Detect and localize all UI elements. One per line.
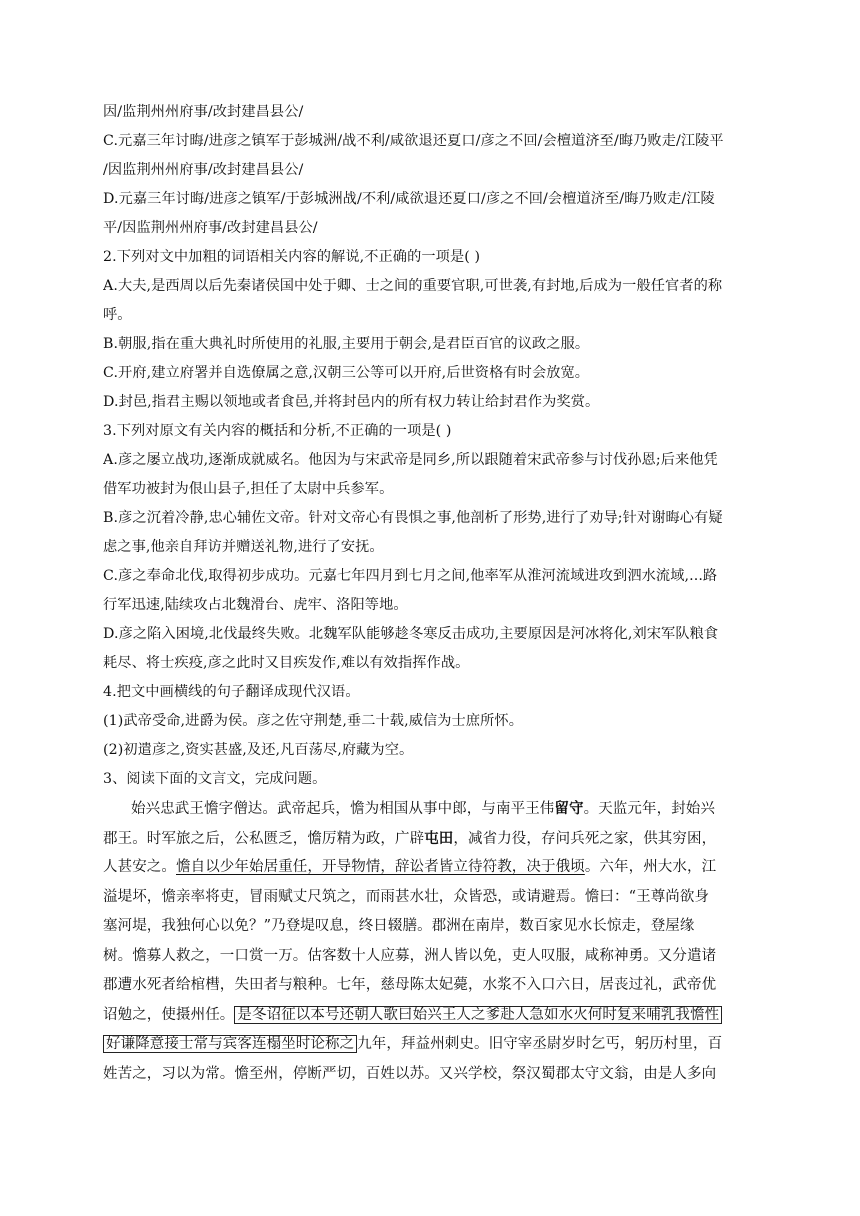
question-3: 3.下列对原文有关内容的概括和分析,不正确的一项是( ) (103, 423, 452, 439)
question-4: 4.把文中画横线的句子翻译成现代汉语。 (103, 684, 360, 700)
document-body (103, 98, 758, 1089)
boxed-sentence: 好谦降意接士常与宾客连榻坐时论称之 (103, 1035, 357, 1053)
option-c-line: C.彦之奉命北伐,取得初步成功。元嘉七年四月到七月之间,他率军从淮河流域进攻到泗水流域,...路 (103, 568, 718, 584)
translation-item-1: (1)武帝受命,进爵为侯。彦之佐守荆楚,垂二十载,威信为士庶所怀。 (103, 713, 523, 729)
passage-line: 树。憺募人救之，一口赏一万。估客数十人应募，洲人皆以免，吏人叹服，咸称神勇。又分遣诸 (103, 947, 717, 964)
option-c-line: C.开府,建立府署并自选僚属之意,汉朝三公等可以开府,后世资格有时会放宽。 (103, 365, 590, 381)
translation-item-2: (2)初遣彦之,资实甚盛,及还,凡百荡尽,府藏为空。 (103, 742, 414, 758)
passage-line: 姓苦之，习以为常。憺至州，停断严切，百姓以苏。又兴学校，祭汉蜀郡太守文翁，由是人多向 (103, 1065, 717, 1082)
passage-text: 。六年，州大水，江 (584, 859, 717, 875)
passage-line: 溢堤坏，憺亲率将吏，冒雨赋丈尺筑之，而雨甚水壮，众皆恐，或请避焉。憺曰：“王尊尚欲身 (103, 888, 710, 905)
underlined-sentence: 憺自以少年始居重任，开导物情，辞讼者皆立待符教，决于俄顷 (176, 859, 585, 875)
option-d-line: D.彦之陷入困境,北伐最终失败。北魏军队能够趁冬寒反击成功,主要原因是河冰将化,刘宋军队粮食 (103, 626, 719, 642)
text-line: 平/因监荆州州府事/改封建昌县公/ (103, 220, 318, 236)
text-line: 耗尽、将士疾疫,彦之此时又目疾发作,难以有效指挥作战。 (103, 655, 470, 671)
passage-text: 郡王。时军旅之后，公私匮乏，憺厉精为政，广辟 (103, 830, 425, 847)
passage-text: 诏勉之，使摄州任。 (103, 1006, 235, 1023)
text-line: 借军功被封为佷山县子,担任了太尉中兵参军。 (103, 481, 394, 497)
text-line: /因监荆州州府事/改封建昌县公/ (103, 162, 304, 178)
classical-passage (103, 794, 758, 1089)
passage-line (103, 1030, 758, 1060)
passage-line (103, 824, 758, 854)
passage-text: 九年，拜益州刺史。旧守宰丞尉岁时乞丐，躬历村里，百 (357, 1036, 723, 1052)
passage-text: 。天监元年，封始兴 (583, 801, 716, 817)
option-d-line: D.元嘉三年讨晦/进彦之镇军/于彭城洲战/不利/咸欲退还夏口/彦之不回/会檀道济至/晦乃败走/江陵 (103, 191, 715, 207)
passage-line (103, 853, 758, 883)
option-a-line: A.大夫,是西周以后先秦诸侯国中处于卿、士之间的重要官职,可世袭,有封地,后成为一般任官者的称 (103, 278, 723, 294)
question-2: 2.下列对文中加粗的词语相关内容的解说,不正确的一项是( ) (103, 249, 481, 265)
text-line: 呼。 (103, 307, 132, 323)
bold-term: 屯田 (424, 829, 454, 847)
option-a-line: A.彦之屡立战功,逐渐成就威名。他因为与宋武帝是同乡,所以跟随着宋武帝参与讨伐孙恩;后来他凭 (103, 452, 718, 468)
passage-line (103, 1001, 758, 1031)
passage-text: 始兴忠武王憺字僧达。武帝起兵，憺为相国从事中郎，与南平王伟 (131, 801, 555, 817)
passage-line: 郡遭水死者给棺槥，失田者与粮种。七年，慈母陈太妃薨，水浆不入口六日，居丧过礼，武帝优 (103, 977, 717, 993)
text-line: 虑之事,他亲自拜访并赠送礼物,进行了安抚。 (103, 539, 384, 555)
option-c-line: C.元嘉三年讨晦/进彦之镇军于彭城洲/战不利/咸欲退还夏口/彦之不回/会檀道济至/晦乃败走/江陵平 (103, 133, 724, 149)
bold-term: 留守 (554, 800, 584, 817)
passage-text: 人甚安之。 (103, 859, 176, 875)
passage-text: ，减省力役，存问兵死之家，供其穷困， (453, 830, 717, 847)
passage-line: 塞河堤，我独何心以免？”乃登堤叹息，终日辍膳。郡洲在南岸，数百家见水长惊走，登屋缘 (103, 918, 695, 934)
option-d-line: D.封邑,指君主赐以领地或者食邑,并将封邑内的所有权力转让给封君作为奖赏。 (103, 394, 600, 410)
text-line: 行军迅速,陆续攻占北魏滑台、虎牢、洛阳等地。 (103, 597, 408, 613)
option-b-line: B.彦之沉着冷静,忠心辅佐文帝。针对文帝心有畏惧之事,他剖析了形势,进行了劝导;针对谢晦心有疑 (103, 510, 723, 526)
option-b-line: B.朝服,指在重大典礼时所使用的礼服,主要用于朝会,是君臣百官的议政之服。 (103, 336, 590, 352)
passage-line (103, 794, 758, 824)
boxed-sentence: 是冬诏征以本号还朝人歌曰始兴王人之爹赴人急如水火何时复来哺乳我憺性 (234, 1006, 722, 1024)
section-heading: 3、阅读下面的文言文，完成问题。 (103, 771, 327, 787)
text-line: 因/监荆州州府事/改封建昌县公/ (103, 104, 304, 120)
